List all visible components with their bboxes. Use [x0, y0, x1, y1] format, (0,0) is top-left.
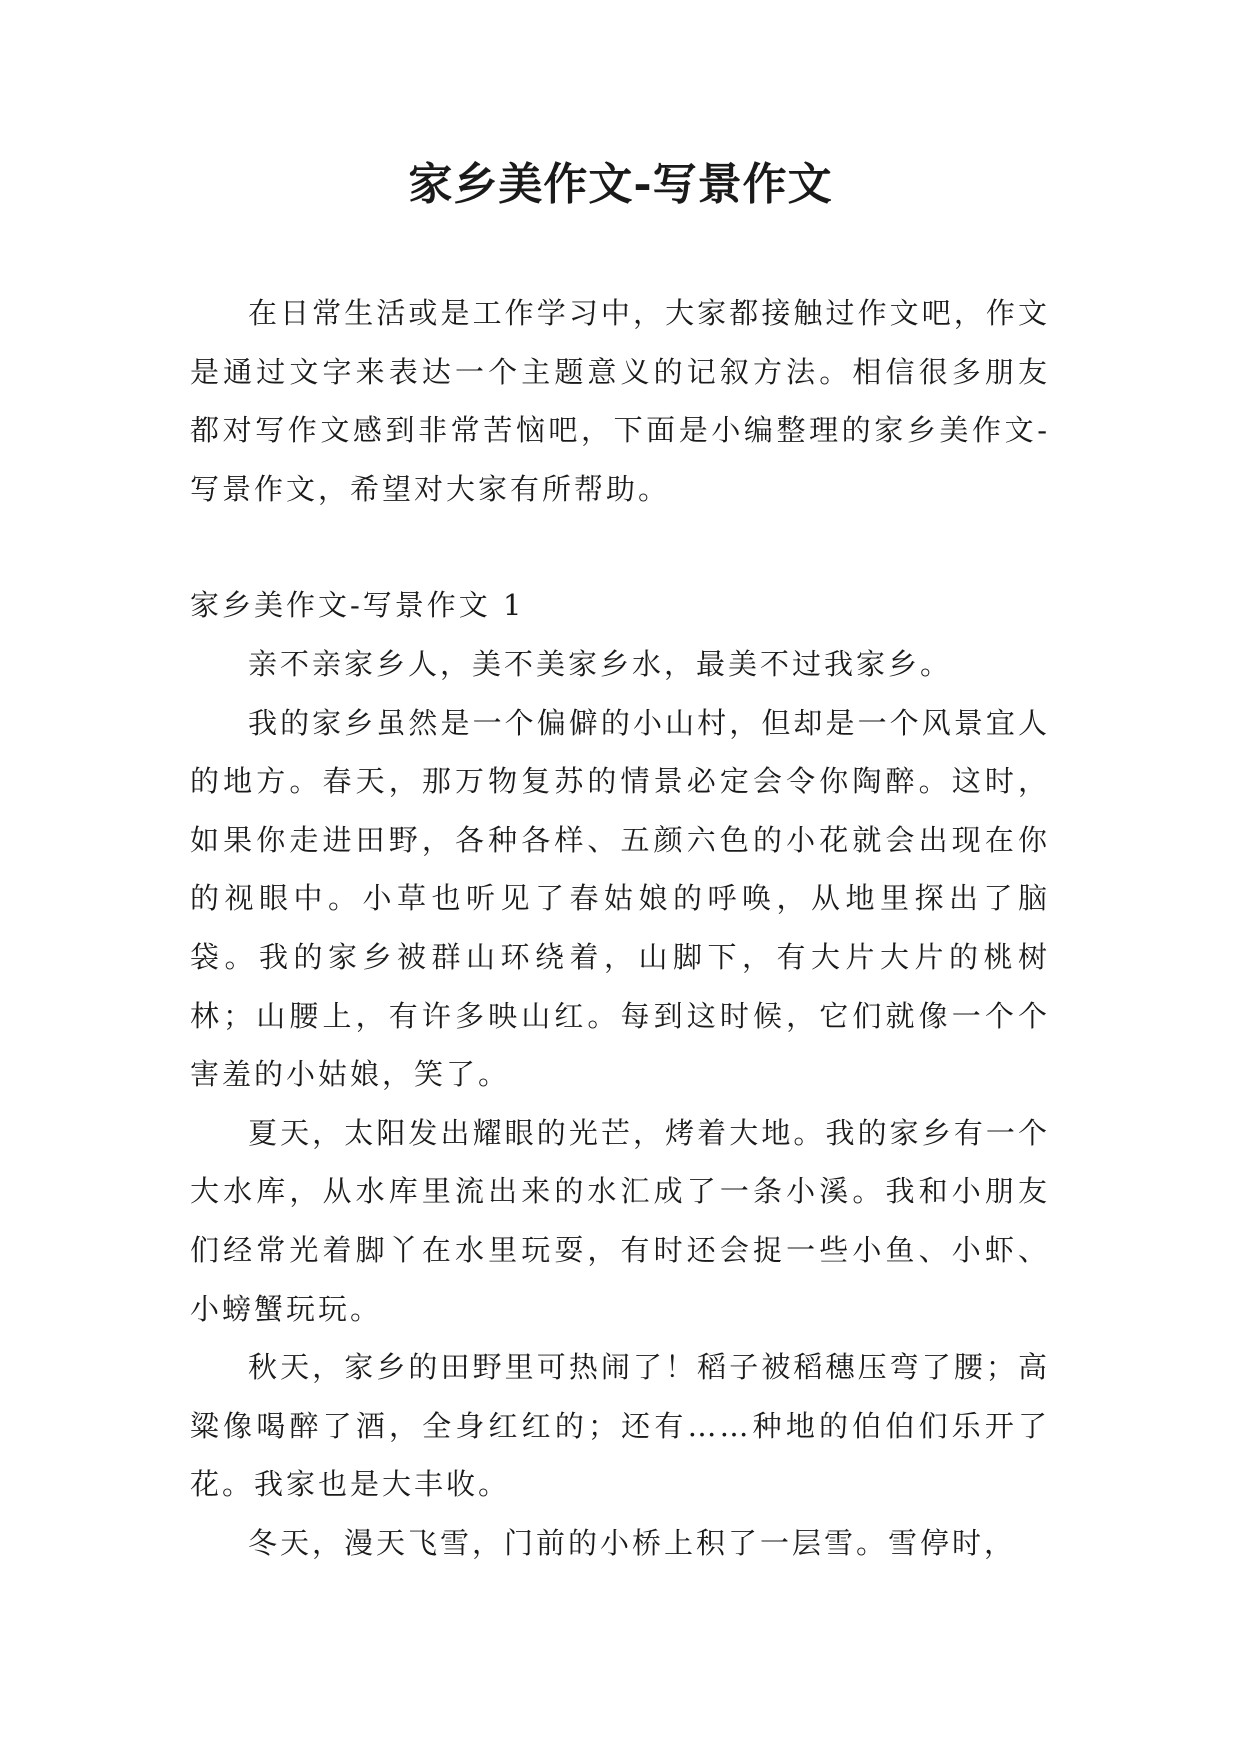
paragraph-winter: 冬天，漫天飞雪，门前的小桥上积了一层雪。雪停时， [248, 1525, 1017, 1560]
paragraph-opening: 亲不亲家乡人，美不美家乡水，最美不过我家乡。 [248, 646, 953, 681]
paragraph-summer: 夏天，太阳发出耀眼的光芒，烤着大地。我的家乡有一个大水库，从水库里流出来的水汇成了一条小溪。我和小朋友们经常光着脚丫在水里玩耍，有时还会捉一些小鱼、小虾、小螃蟹玩玩。 [190, 1115, 1050, 1326]
document-body [190, 284, 1050, 1572]
document-title: 家乡美作文-写景作文 [408, 159, 833, 210]
intro-paragraph: 在日常生活或是工作学习中，大家都接触过作文吧，作文是通过文字来表达一个主题意义的记叙方法。相信很多朋友都对写作文感到非常苦恼吧，下面是小编整理的家乡美作文-写景作文，希望对大家有所帮助。 [190, 296, 1050, 506]
section-heading: 家乡美作文-写景作文 1 [190, 588, 525, 623]
paragraph-autumn: 秋天，家乡的田野里可热闹了！稻子被稻穗压弯了腰；高粱像喝醉了酒，全身红红的；还有……种地的伯伯们乐开了花。我家也是大丰收。 [190, 1350, 1050, 1502]
paragraph-spring: 我的家乡虽然是一个偏僻的小山村，但却是一个风景宜人的地方。春天，那万物复苏的情景必定会令你陶醉。这时，如果你走进田野，各种各样、五颜六色的小花就会出现在你的视眼中。小草也听见了春姑娘的呼唤，从地里探出了脑袋。我的家乡被群山环绕着，山脚下，有大片大片的桃树林；山腰上，有许多映山红。每到这时候，它们就像一个个害羞的小姑娘，笑了。 [190, 705, 1050, 1092]
